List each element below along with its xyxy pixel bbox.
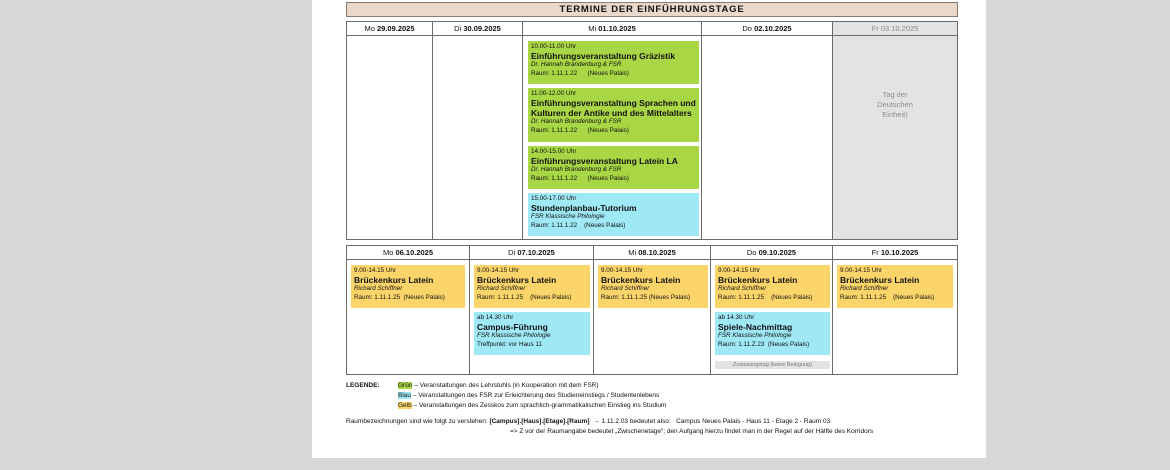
day-header: Mi 01.10.2025 <box>523 22 701 36</box>
day-header: Di 30.09.2025 <box>433 22 522 36</box>
zulassungstag-note: Zulassungstag (keine Belegung) <box>715 361 830 369</box>
week-2-table <box>346 245 958 375</box>
day-column <box>347 22 433 239</box>
legend-blue-swatch: Blau <box>398 392 412 399</box>
day-column <box>594 246 711 374</box>
legend-green-swatch: Grün <box>398 382 413 389</box>
legend-label: LEGENDE: <box>346 382 380 389</box>
day-header: Mi 08.10.2025 <box>594 246 710 260</box>
page-title: TERMINE DER EINFÜHRUNGSTAGE <box>346 2 958 17</box>
day-header: Mo 29.09.2025 <box>347 22 432 36</box>
event-sprachen-kulturen: 11.00-12.00 Uhr Einführungsveranstaltung Sprachen und Kulturen der Antike und des Mittelalters Dr. Hannah Brandenburg & FSR Raum: 1.11.1.22 (Neues Palais) <box>528 88 699 142</box>
week-1-table <box>346 21 958 240</box>
event-spiele-nachmittag: ab 14.30 Uhr Spiele-Nachmittag FSR Klassische Philologie Raum: 1.11.Z.23 (Neues Palais) <box>715 312 830 355</box>
legend-blue: Blau – Veranstaltungen des FSR zur Erleichterung des Studieneinstiegs / Studentenlebens <box>398 392 660 399</box>
day-column <box>833 246 957 374</box>
day-column <box>470 246 594 374</box>
event-brueckenkurs: 9.00-14.15 Uhr Brückenkurs Latein Richard Schiffner Raum: 1.11.1.25 (Neues Palais) <box>715 265 830 308</box>
event-brueckenkurs: 9.00-14.15 Uhr Brückenkurs Latein Richard Schiffner Raum: 1.11.1.25 (Neues Palais) <box>598 265 708 308</box>
day-column <box>702 22 833 239</box>
day-header: Fr 03.10.2025 <box>833 22 957 36</box>
event-stundenplanbau: 15.00-17.00 Uhr Stundenplanbau-Tutorium FSR Klassische Philologie Raum: 1.11.1.22 (Neues Palais) <box>528 193 699 236</box>
day-column-holiday <box>833 22 957 239</box>
day-header: Do 02.10.2025 <box>702 22 832 36</box>
room-explanation-note: => Z vor der Raumangabe bedeutet „Zwischenetage“; den Aufgang hierzu findet man in der Regel auf der Hälfte des Korridors <box>510 428 874 435</box>
legend-yellow: Gelb – Veranstaltungen des Zesskos zum sprachlich-grammatikalischen Einstieg ins Studium <box>398 402 667 409</box>
event-brueckenkurs: 9.00-14.15 Uhr Brückenkurs Latein Richard Schiffner Raum: 1.11.1.25 (Neues Palais) <box>837 265 953 308</box>
day-column <box>433 22 523 239</box>
day-column <box>523 22 702 239</box>
event-latein-la: 14.00-15.00 Uhr Einführungsveranstaltung Latein LA Dr. Hannah Brandenburg & FSR Raum: 1.11.1.22 (Neues Palais) <box>528 146 699 189</box>
legend-green: Grün – Veranstaltungen des Lehrstuhls (in Kooperation mit dem FSR) <box>398 382 599 389</box>
day-header: Mo 06.10.2025 <box>347 246 469 260</box>
legend-yellow-swatch: Gelb <box>398 402 412 409</box>
room-explanation: Raumbezeichnungen sind wie folgt zu verstehen: [Campus].[Haus].[Etage].[Raum] → 1.11.2.03 bedeutet also: Campus Neues Palais - Haus 11 - Etage 2 - Raum 03 <box>346 418 831 425</box>
day-header: Do 09.10.2025 <box>711 246 832 260</box>
day-header: Di 07.10.2025 <box>470 246 593 260</box>
holiday-note: Tag der Deutschen Einheit) <box>877 90 913 119</box>
event-brueckenkurs: 9.00-14.15 Uhr Brückenkurs Latein Richard Schiffner Raum: 1.11.1.25 (Neues Palais) <box>474 265 590 308</box>
day-column <box>711 246 833 374</box>
event-graezistik: 10.00-11.00 Uhr Einführungsveranstaltung Gräzistik Dr. Hannah Brandenburg & FSR Raum: 1.11.1.22 (Neues Palais) <box>528 41 699 84</box>
day-header: Fr 10.10.2025 <box>833 246 957 260</box>
day-column <box>347 246 470 374</box>
event-brueckenkurs: 9.00-14.15 Uhr Brückenkurs Latein Richard Schiffner Raum: 1.11.1.25 (Neues Palais) <box>351 265 465 308</box>
event-campus-fuehrung: ab 14.30 Uhr Campus-Führung FSR Klassische Philologie Treffpunkt: vor Haus 11 <box>474 312 590 355</box>
